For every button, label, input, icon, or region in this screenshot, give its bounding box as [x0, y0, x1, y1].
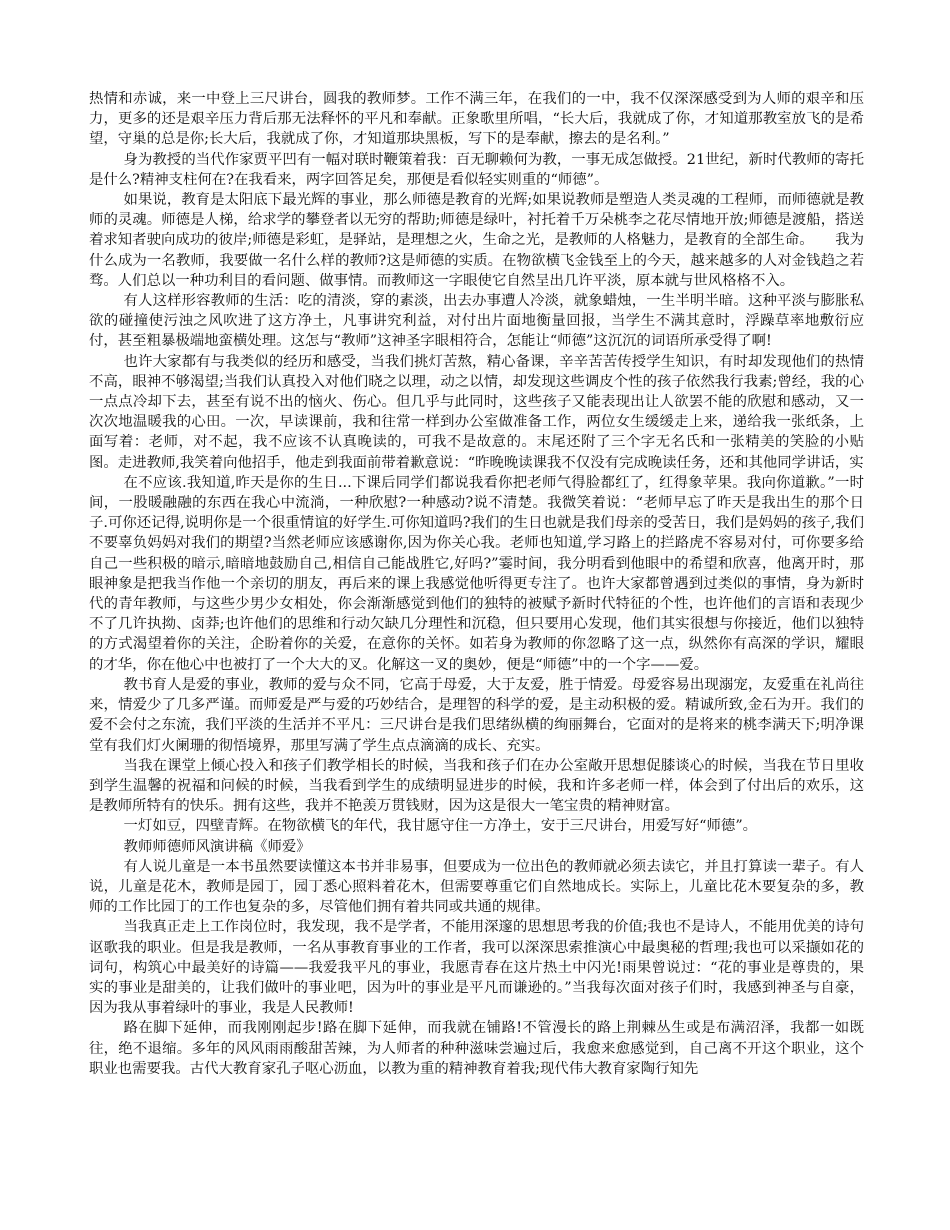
paragraph: 有人说儿童是一本书虽然要读懂这本书并非易事，但要成为一位出色的教师就必须去读它，并且打算读一辈子。有人说，儿童是花木，教师是园丁，园丁悉心照料着花木，但需要尊重它们自然地成长。实际上，儿童比花木要复杂的多，教师的工作比园丁的工作也复杂的多，尽管他们拥有着共同或共通的规律。 [89, 858, 864, 916]
section-title: 教师师德师风演讲稿《师爱》 [123, 838, 311, 855]
paragraph: 路在脚下延伸，而我刚刚起步!路在脚下延伸，而我就在铺路!不管漫长的路上荆棘丛生或是布满沼泽，我都一如既往，绝不退缩。多年的风风雨雨酸甜苦辣，为人师者的种种滋味尝遍过后，我愈来愈感觉到，自己离不开这个职业，这个职业也需要我。古代大教育家孔子呕心沥血，以教为重的精神教育着我;现代伟大教育家陶行知先 [89, 1020, 864, 1077]
paragraph: 身为教授的当代作家贾平凹有一幅对联时鞭策着我：百无聊赖何为教，一事无成怎做授。21世纪，新时代教师的寄托是什么?精神支柱何在?在我看来，两字回答足矣，那便是看似轻实则重的“师德”。 [89, 151, 864, 188]
paragraph: 一灯如豆，四壁青辉。在物欲横飞的年代，我甘愿守住一方净土，安于三尺讲台，用爱写好“师德”。 [123, 818, 758, 835]
paragraph: 教书育人是爱的事业，教师的爱与众不同，它高于母爱，大于友爱，胜于情爱。母爱容易出现溺宠，友爱重在礼尚往来，情爱少了几多严谨。而师爱是严与爱的巧妙结合，是理智的科学的爱，是主动积极的爱。精诚所致,金石为开。我们的爱不会付之东流，我们平淡的生活并不平凡：三尺讲台是我们思绪纵横的绚丽舞台，它面对的是将来的桃李满天下;明净课堂有我们灯火阑珊的彻悟境界，那里写满了学生点点滴滴的成长、充实。 [89, 676, 864, 754]
paragraph: 在不应该.我知道,昨天是你的生日...下课后同学们都说我看你把老师气得脸都红了，红得象苹果。我向你道歉。”一时间，一股暖融融的东西在我心中流淌，一种欣慰?一种感动?说不清楚。我微笑着说：“老师早忘了昨天是我出生的那个日子.可你还记得,说明你是一个很重情谊的好学生.可你知道吗?我们的生日也就是我们母亲的受苦日，我们是妈妈的孩子,我们不要辜负妈妈对我们的期望?当然老师应该感谢你,因为你关心我。老师也知道,学习路上的拦路虎不容易对付，可你要多给自己一些积极的暗示,暗暗地鼓励自己,相信自己能战胜它,好吗?”霎时间，我分明看到他眼中的希望和欣喜，他离开时，那眼神象是把我当作他一个亲切的朋友，再后来的课上我感觉他听得更专注了。也许大家都曾遇到过类似的事情，身为新时代的青年教师，与这些少男少女相处，你会渐渐感觉到他们的独特的被赋予新时代特征的个性，也许他们的言语和表现少不了几许执拗、卤莽;也许他们的思维和行动欠缺几分理性和沉稳，但只要用心发现，他们其实很想与你接近，他们以独特的方式渴望着你的关注，企盼着你的关爱，在意你的关怀。如若身为教师的你忽略了这一点，纵然你有高深的学识，耀眼的才华，你在他心中也被打了一个大大的叉。化解这一叉的奥妙，便是“师德”中的一个字——爱。 [89, 474, 864, 673]
paragraph: 有人这样形容教师的生活：吃的清淡，穿的素淡，出去办事遭人冷淡，就象蜡烛，一生半明半暗。这种平淡与膨胀私欲的碰撞使污浊之风吹进了这方净土，凡事讲究利益，对付出片面地衡量回报，当学生不满其意时，浮躁草率地敷衍应付，甚至粗暴极端地蛮横处理。这怎与“教师”这神圣字眼相符合，怎能让“师德”这沉沉的词语所承受得了啊! [89, 293, 864, 350]
paragraph: 当我真正走上工作岗位时，我发现，我不是学者，不能用深邃的思想思考我的价值;我也不是诗人，不能用优美的诗句讴歌我的职业。但是我是教师，一名从事教育事业的工作者，我可以深深思索推演心中最奥秘的哲理;我也可以采撷如花的词句，构筑心中最美好的诗篇——我爱我平凡的事业，我愿青春在这片热土中闪光!雨果曾说过：“花的事业是尊贵的，果实的事业是甜美的，让我们做叶的事业吧，因为叶的事业是平凡而谦逊的。”当我每次面对孩子们时，我感到神圣与自豪，因为我从事着绿叶的事业，我是人民教师! [89, 919, 864, 1017]
paragraph: 当我在课堂上倾心投入和孩子们教学相长的时候，当我和孩子们在办公室敞开思想促膝谈心的时候，当我在节日里收到学生温馨的祝福和问候的时候，当我看到学生的成绩明显进步的时候，我和许多老师一样，体会到了付出后的欢乐，这是教师所特有的快乐。拥有这些，我并不艳羡万贯钱财，因为这是很大一笔宝贵的精神财富。 [89, 757, 864, 815]
paragraph: 热情和赤诚，来一中登上三尺讲台，圆我的教师梦。工作不满三年，在我们的一中，我不仅深深感受到为人师的艰辛和压力，更多的还是艰辛压力背后那无法释怀的平凡和奉献。正象歌里所唱，“长大后，我就成了你，才知道那教室放飞的是希望，守巢的总是你;长大后，我就成了你，才知道那块黑板，写下的是奉献，擦去的是名利。” [89, 91, 864, 148]
paragraph: 也许大家都有与我类似的经历和感受，当我们挑灯苦熬，精心备课，辛辛苦苦传授学生知识，有时却发现他们的热情不高，眼神不够渴望;当我们认真投入对他们晓之以理，动之以情，却发现这些调皮个性的孩子依然我行我素;曾经，我的心一点点冷却下去，甚至有说不出的恼火、伤心。但几乎与此同时，这些孩子又能表现出让人欲罢不能的欣慰和感动，又一次次地温暖我的心田。一次，早读课前，我和往常一样到办公室做准备工作，两位女生缓缓走上来，递给我一张纸条，上面写着：老师，对不起，我不应该不认真晚读的，可我不是故意的。末尾还附了三个字无名氏和一张精美的笑脸的小贴图。走进教师,我笑着向他招手，他走到我面前带着歉意说：“昨晚晚读课我不仅没有完成晚读任务，还和其他同学讲话，实 [89, 353, 864, 471]
paragraph: 如果说，教育是太阳底下最光辉的事业，那么师德是教育的光辉;如果说教师是塑造人类灵魂的工程师，而师德就是教师的灵魂。师德是人梯，给求学的攀登者以无穷的帮助;师德是绿叶，衬托着千万朵桃李之花尽情地开放;师德是渡船，搭送着求知者驶向成功的彼岸;师德是彩虹，是驿站，是理想之火，生命之光，是教师的人格魅力，是教育的全部生命。 我为什么成为一名教师，我要做一名什么样的教师?这是师德的实质。在物欲横飞金钱至上的今天，越来越多的人对金钱趋之若骛。人们总以一种功利目的看问题、做事情。而教师这一字眼使它自然呈出几许平淡，原本就与世风格格不入。 [89, 192, 864, 289]
